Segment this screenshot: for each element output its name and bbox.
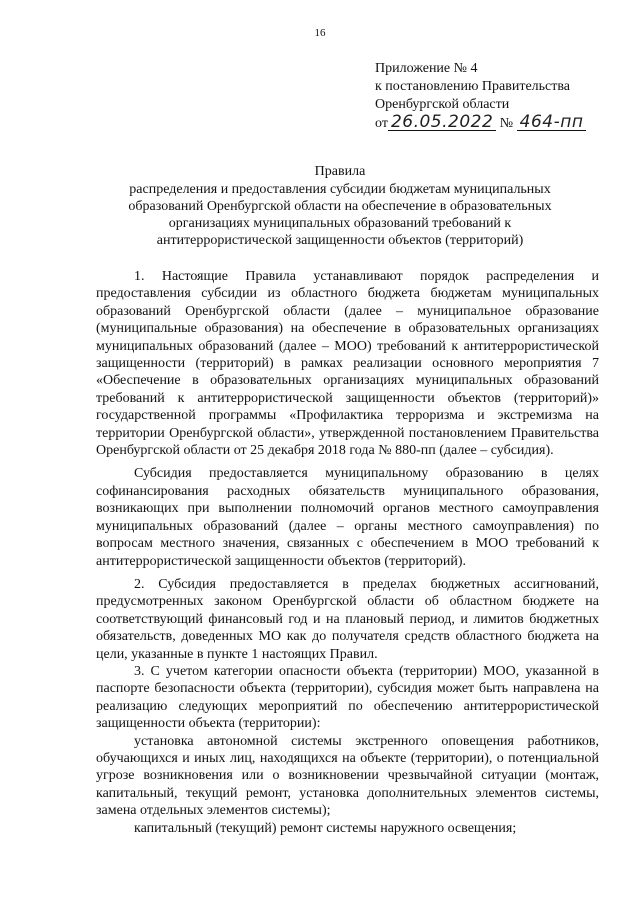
appendix-header	[375, 60, 625, 133]
page-number: 16	[314, 27, 326, 39]
appendix-date-line	[375, 114, 625, 133]
paragraph-2: 2. Субсидия предоставляется в пределах бюджетных ассигнований, предусмотренных законом Оренбургской области об областном бюджете на соответствующий финансовый год и на плановый период, и лимитов бюджетных обязательств, доведенных МО как до получателя средств областного бюджета на цели, указанные в пункте 1 настоящих Правил.	[96, 576, 599, 662]
handwritten-date: 26.05.2022	[388, 114, 496, 131]
appendix-title: Приложение № 4	[375, 61, 478, 76]
handwritten-number: 464-пп	[517, 114, 587, 131]
paragraph-1: 1. Настоящие Правила устанавливают порядок распределения и предоставления субсидии из областного бюджета бюджетам муниципальных образований Оренбургской области (далее – муниципальное образование (муниципальные образования) на обеспечение в образовательных организациях муниципальных образований (далее – МОО) требований к антитеррористической защищенности (территорий) в рамках реализации основного мероприятия 7 «Обеспечение в образовательных организациях муниципальных образований требований к антитеррористической защищенности объектов (территорий)» государственной программы «Профилактика терроризма и экстремизма на территории Оренбургской области», утвержденной постановлением Правительства Оренбургской области от 25 декабря 2018 года № 880-пп (далее – субсидия).	[96, 269, 599, 459]
date-prefix: от	[375, 116, 388, 131]
title-main: Правила	[314, 164, 366, 179]
appendix-resolution-line: к постановлению Правительства	[375, 79, 571, 94]
title-line-2: образований Оренбургской области на обеспечение в образовательных	[128, 199, 552, 214]
list-item-alert-system: установка автономной системы экстренного оповещения работников, обучающихся и иных лиц, находящихся на объекте (территории), о потенциальной угрозе возникновения или о возникновении чрезвычайной ситуации (монтаж, капитальный, текущий ремонт, установка дополнительных элементов системы, замена отдельных элементов системы);	[96, 733, 599, 819]
number-prefix: №	[499, 116, 514, 131]
document-title	[80, 163, 600, 249]
paragraph-subsidy: Субсидия предоставляется муниципальному образованию в целях софинансирования расходных обязательств муниципального образования, возникающих при выполнении полномочий органов местного самоуправления муниципальных образований (далее – органы местного самоуправления) по вопросам местного значения, связанных с обеспечением в МОО требований к антитеррористической защищенности объектов (территорий).	[96, 466, 599, 569]
title-line-1: распределения и предоставления субсидии бюджетам муниципальных	[129, 182, 551, 197]
list-item-lighting: капитальный (текущий) ремонт системы наружного освещения;	[134, 820, 517, 836]
title-line-4: антитеррористической защищенности объектов (территорий)	[156, 233, 524, 248]
document-body	[96, 268, 599, 837]
title-line-3: организациях муниципальных образований требований к	[168, 216, 512, 231]
paragraph-3: 3. С учетом категории опасности объекта (территории) МОО, указанной в паспорте безопасности объекта (территории), субсидия может быть направлена на реализацию следующих мероприятий по обеспечению антитеррористической защищенности объекта (территории):	[96, 663, 599, 732]
appendix-region-line: Оренбургской области	[375, 97, 510, 112]
